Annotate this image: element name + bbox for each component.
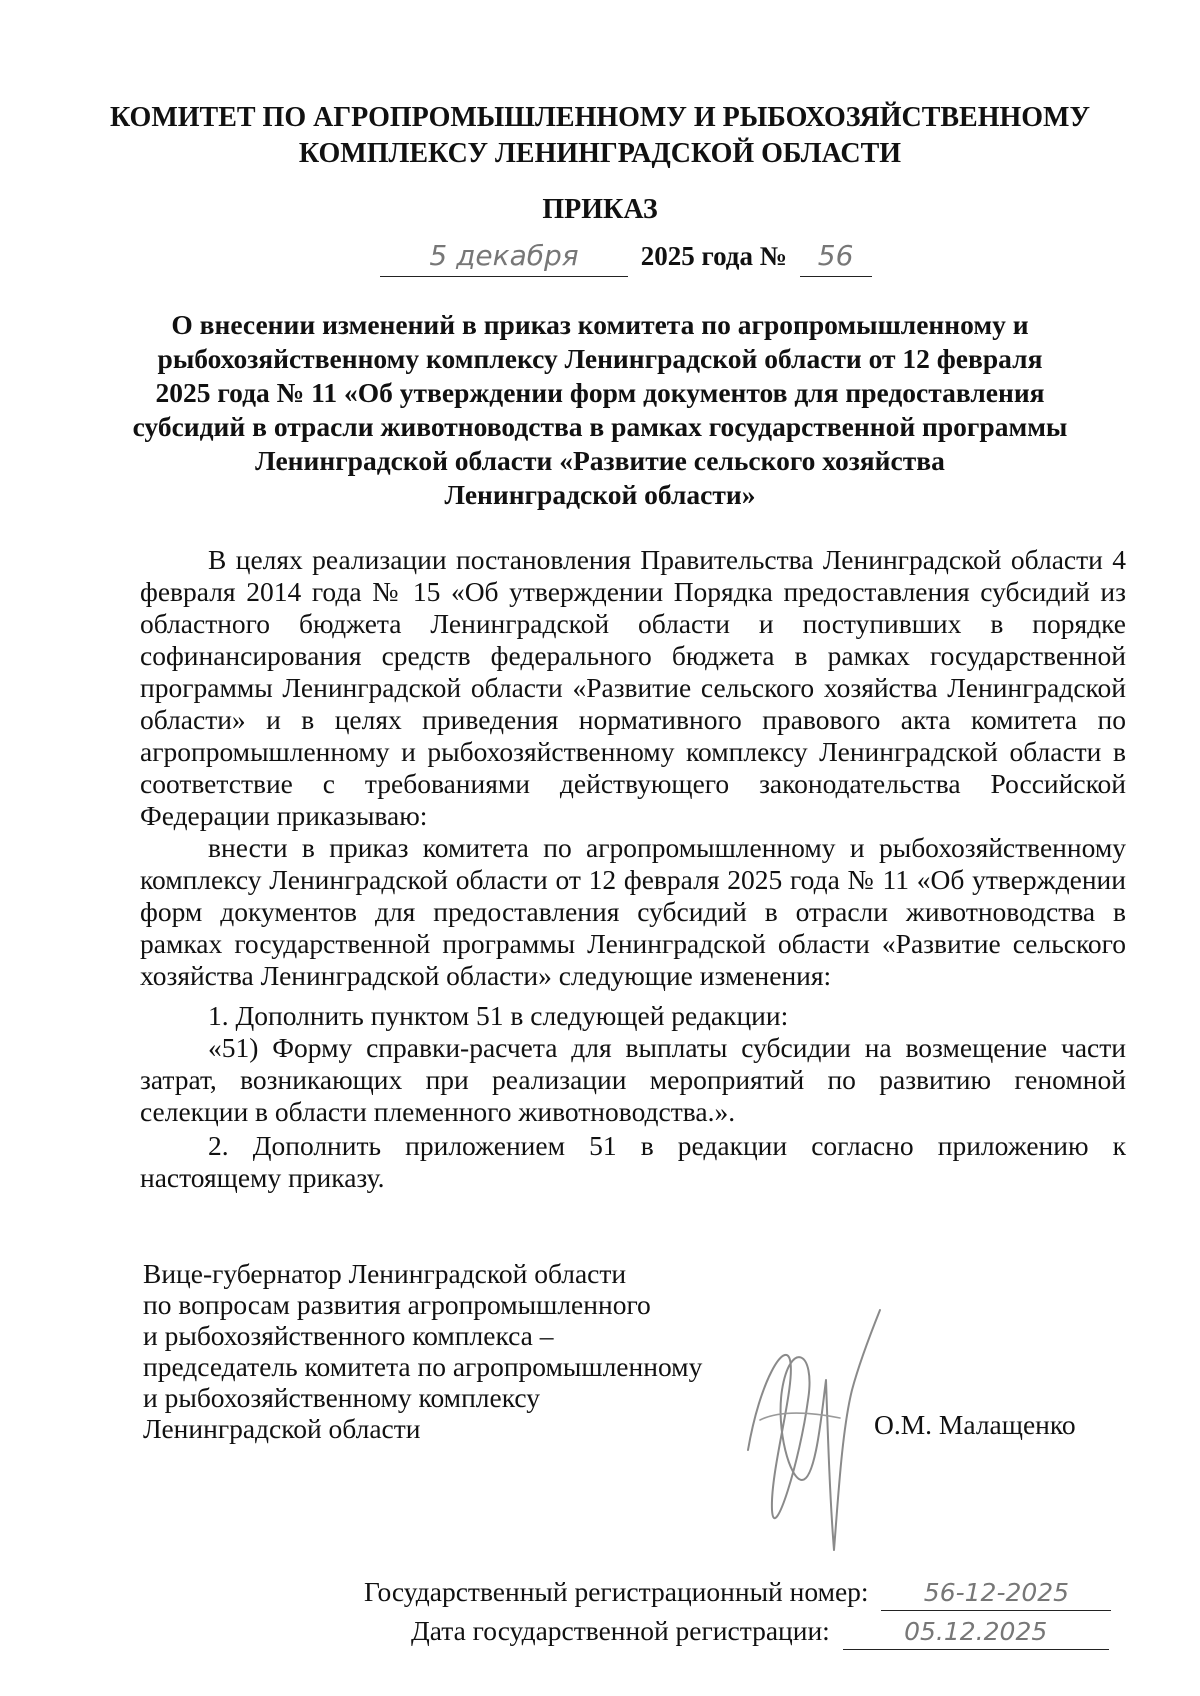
signatory-line1: Вице-губернатор Ленинградской области <box>143 1258 627 1289</box>
registration-date-value: 05.12.2025 <box>843 1615 1109 1650</box>
signatory-line6: Ленинградской области <box>143 1413 421 1444</box>
handwritten-signature <box>730 1300 890 1570</box>
document-type: ПРИКАЗ <box>542 194 658 225</box>
signatory-title <box>143 1258 763 1444</box>
body-paragraph-preamble: В целях реализации постановления Правительства Ленинградской области 4 февраля 2014 года № 15 «Об утверждении Порядка предоставления субсидий из областного бюджета Ленинградской области и поступивших в порядке софинансирования средств федерального бюджета в рамках государственной программы Ленинградской области «Развитие сельского хозяйства Ленинградской области» и в целях приведения нормативного правового акта комитета по агропромышленному и рыбохозяйственному комплексу Ленинградской области в соответствие с требованиями действующего законодательства Российской Федерации приказываю: <box>140 544 1126 831</box>
signatory-line3: и рыбохозяйственного комплекса – <box>143 1320 554 1351</box>
body-paragraph-item1: 1. Дополнить пунктом 51 в следующей редакции: <box>208 1000 789 1031</box>
order-date-number-line <box>380 236 900 284</box>
signatory-name: О.М. Малащенко <box>874 1409 1076 1440</box>
body-paragraph-amendment: внести в приказ комитета по агропромышленному и рыбохозяйственному комплексу Ленинградской области от 12 февраля 2025 года № 11 «Об утверждении форм документов для предоставления субсидий в отрасли животноводства в рамках государственной программы Ленинградской области «Развитие сельского хозяйства Ленинградской области» следующие изменения: <box>140 832 1126 991</box>
handwritten-order-number: 56 <box>800 236 872 277</box>
order-title-line2: рыбохозяйственному комплексу Ленинградской области от 12 февраля <box>157 343 1043 374</box>
signatory-line5: и рыбохозяйственному комплексу <box>143 1382 541 1413</box>
signatory-line2: по вопросам развития агропромышленного <box>143 1289 651 1320</box>
order-title-line3: 2025 года № 11 «Об утверждении форм документов для предоставления <box>155 377 1045 408</box>
registration-date-label: Дата государственной регистрации: <box>411 1615 830 1646</box>
handwritten-order-date: 5 декабря <box>380 236 628 277</box>
body-paragraph-item2: 2. Дополнить приложением 51 в редакции согласно приложению к настоящему приказу. <box>140 1130 1126 1193</box>
committee-name-line1: КОМИТЕТ ПО АГРОПРОМЫШЛЕННОМУ И РЫБОХОЗЯЙСТВЕННОМУ <box>109 102 1091 133</box>
committee-name-line2: КОМПЛЕКСУ ЛЕНИНГРАДСКОЙ ОБЛАСТИ <box>298 138 902 169</box>
registration-date-row <box>411 1614 1141 1650</box>
order-title-line5: Ленинградской области «Развитие сельского хозяйства <box>255 445 945 476</box>
order-title-line1: О внесении изменений в приказ комитета по агропромышленному и <box>171 309 1029 340</box>
signatory-line4: председатель комитета по агропромышленному <box>143 1351 703 1382</box>
registration-number-label: Государственный регистрационный номер: <box>364 1576 869 1607</box>
order-year-text: 2025 года № <box>640 241 787 271</box>
registration-number-value: 56-12-2025 <box>881 1576 1111 1611</box>
order-title-line4: субсидий в отрасли животноводства в рамках государственной программы <box>132 411 1068 442</box>
body-paragraph-item51: «51) Форму справки-расчета для выплаты субсидии на возмещение части затрат, возникающих при реализации мероприятий по развитию геномной селекции в области племенного животноводства.». <box>140 1032 1126 1127</box>
registration-number-row <box>364 1575 1134 1611</box>
order-title-line6: Ленинградской области» <box>444 479 756 510</box>
